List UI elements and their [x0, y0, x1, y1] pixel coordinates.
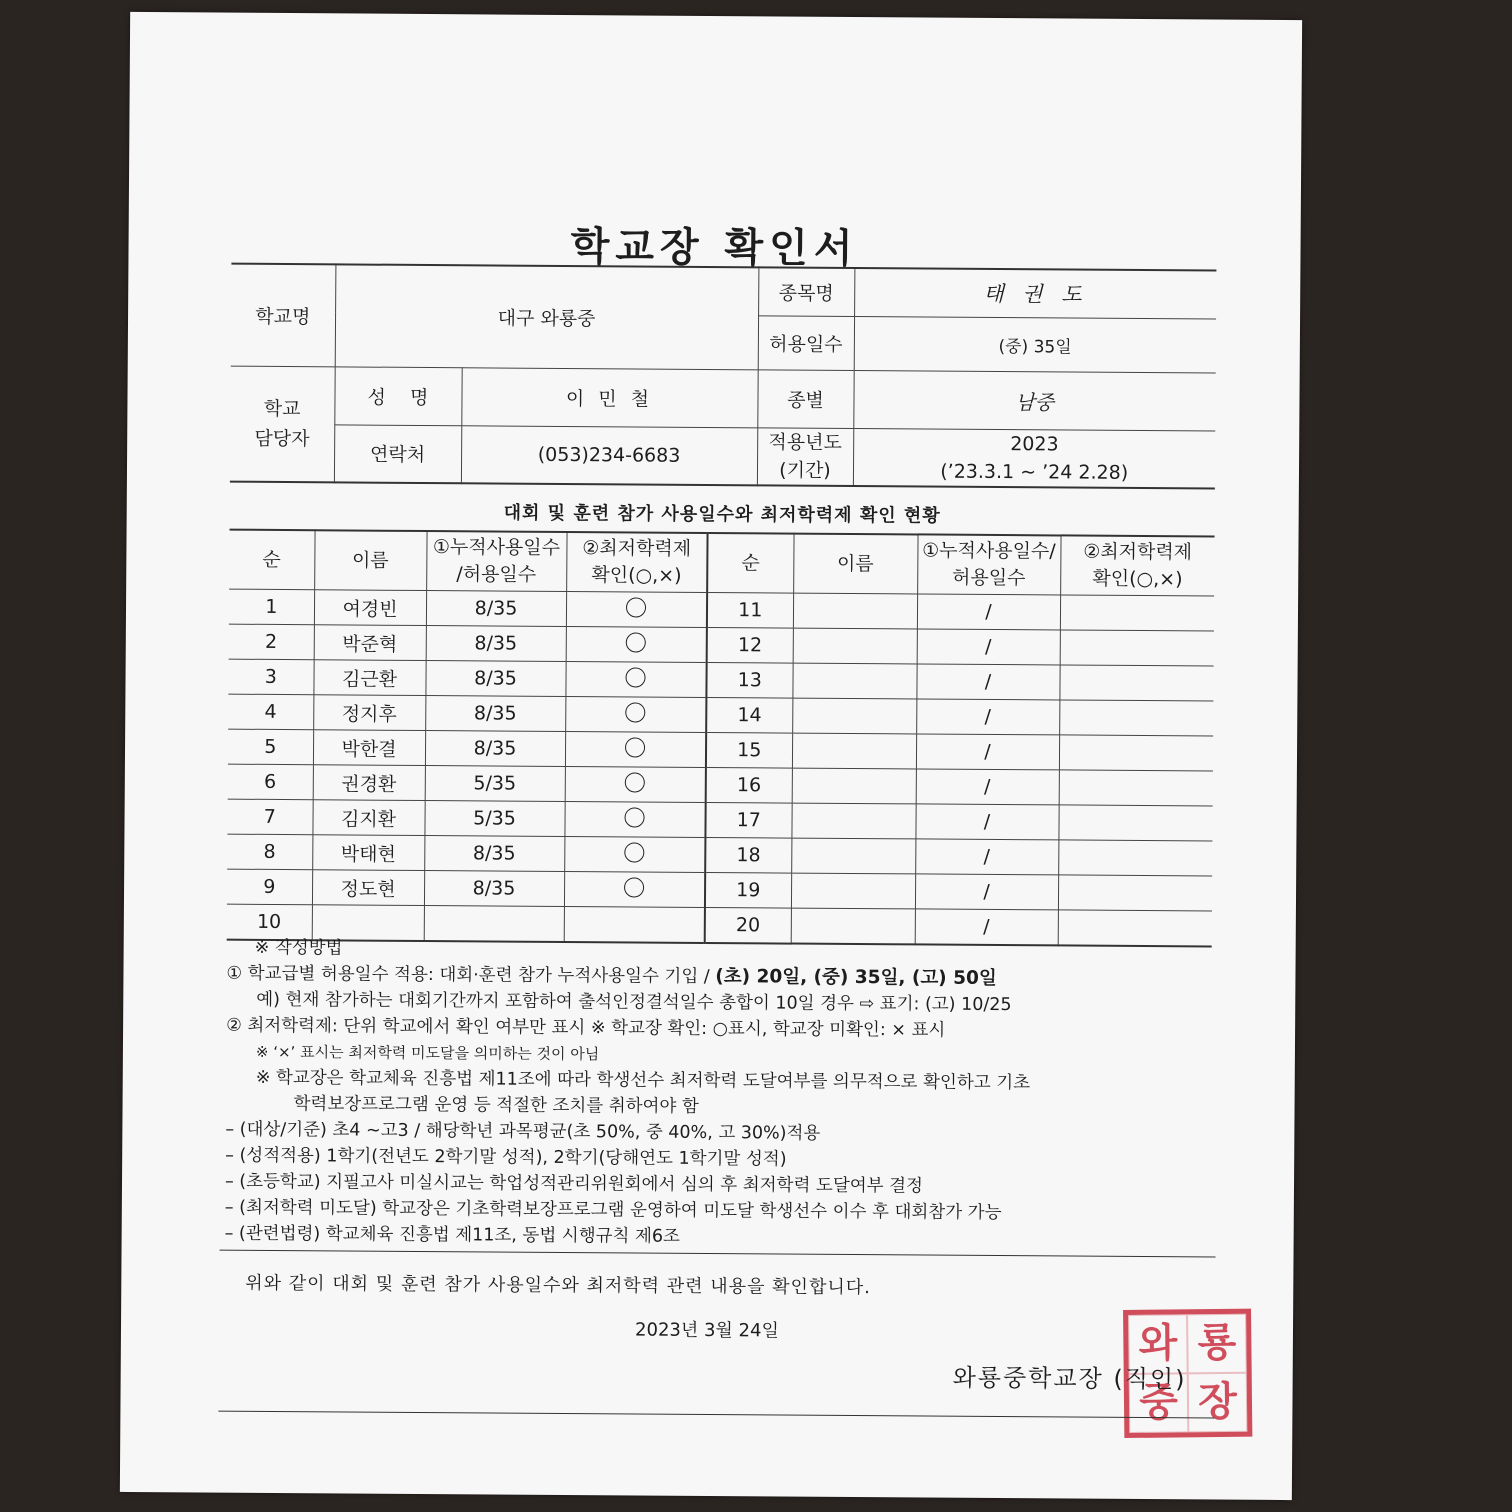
- student-name: [793, 628, 917, 664]
- circle-mark-icon: [625, 772, 645, 792]
- student-name: 박한결: [313, 730, 425, 766]
- period-value: (’23.3.1 ~ ’24 2.28): [940, 460, 1129, 484]
- used-days: /: [915, 839, 1058, 875]
- name-value: 이 민 철: [461, 367, 757, 427]
- student-name: [791, 803, 915, 839]
- student-name: 박준혁: [314, 625, 426, 661]
- used-days: /: [917, 629, 1060, 665]
- row-number: 8: [227, 834, 312, 870]
- student-name: [792, 698, 916, 734]
- header-name-right: 이름: [793, 534, 917, 594]
- note-2-sub2b: 학력보장프로그램 운영 등 적절한 조치를 취하여야 함: [293, 1094, 699, 1117]
- student-name: [791, 838, 915, 874]
- student-name: 박태현: [312, 835, 424, 871]
- academic-check: [1060, 630, 1214, 666]
- used-days: 5/35: [425, 766, 565, 802]
- used-days: 8/35: [425, 661, 565, 697]
- roster-table: [227, 529, 1215, 948]
- header-days-right: ①누적사용일수/ 허용일수: [917, 534, 1060, 594]
- note-2-sub2: ※ 학교장은 학교체육 진흥법 제11조에 따라 학생선수 최저학력 도달여부를 의무적으로 확인하고 기초: [255, 1067, 1031, 1094]
- student-name: 정지후: [313, 695, 425, 731]
- academic-check: [1059, 735, 1213, 771]
- academic-check: [1058, 840, 1212, 876]
- circle-mark-icon: [625, 807, 645, 827]
- year-label: 적용년도 (기간): [757, 427, 853, 486]
- student-name: 권경환: [313, 765, 425, 801]
- student-name: 정도현: [312, 870, 424, 906]
- detail-1: – (대상/기준) 초4 ~고3 / 해당학년 과목평균(초 50%, 중 40%, 고 30%)적용: [225, 1119, 821, 1144]
- header-check: ②최저학력제 확인(○,×): [566, 532, 707, 592]
- confirm-text: 위와 같이 대회 및 훈련 참가 사용일수와 최저학력 관련 내용을 확인합니다.: [245, 1272, 871, 1299]
- student-name: [792, 663, 916, 699]
- student-name: [792, 768, 916, 804]
- detail-5: – (관련법령) 학교체육 진흥법 제11조, 동법 시행규칙 제6조: [224, 1223, 681, 1247]
- header-days: ①누적사용일수 /허용일수: [426, 531, 566, 591]
- academic-check: [1058, 875, 1212, 911]
- used-days: /: [917, 594, 1060, 630]
- note-1-example: 예) 현재 참가하는 대회기간까지 포함하여 출석인정결석일수 총합이 10일 경우 ⇨ 표기: (고) 10/25: [256, 989, 1012, 1016]
- academic-check: [565, 766, 706, 802]
- academic-check: [1059, 770, 1213, 806]
- row-number: 14: [706, 697, 792, 733]
- allowed-days-label: 허용일수: [758, 315, 854, 370]
- used-days: /: [916, 664, 1059, 700]
- allowed-days-value: (중) 35일: [854, 316, 1216, 373]
- sport-label: 종목명: [758, 267, 854, 316]
- row-number: 12: [707, 627, 793, 663]
- academic-check: [565, 696, 706, 732]
- note-2-sub1: ※ ‘×’ 표시는 최저학력 미도달을 의미하는 것이 아님: [255, 1042, 600, 1064]
- row-number: 11: [707, 592, 793, 628]
- row-number: 6: [228, 764, 313, 800]
- issue-date: 2023년 3월 24일: [635, 1319, 779, 1342]
- used-days: /: [916, 699, 1059, 735]
- student-name: 여경빈: [314, 590, 426, 626]
- row-number: 13: [706, 662, 792, 698]
- circle-mark-icon: [625, 702, 645, 722]
- header-check-right: ②최저학력제 확인(○,×): [1060, 535, 1214, 596]
- category-label: 종별: [757, 369, 853, 428]
- academic-check: [1059, 665, 1213, 701]
- row-number: 18: [705, 837, 791, 873]
- student-name: 김근환: [313, 660, 425, 696]
- contact-label: 연락처: [334, 424, 461, 483]
- detail-2: – (성적적용) 1학기(전년도 2학기말 성적), 2학기(당해연도 1학기말 성적): [225, 1145, 787, 1170]
- circle-mark-icon: [626, 632, 646, 652]
- header-name: 이름: [314, 530, 426, 590]
- note-2: ② 최저학력제: 단위 학교에서 확인 여부만 표시 ※ 학교장 확인: ○표시, 학교장 미확인: × 표시: [226, 1015, 946, 1041]
- seal-char: 중: [1129, 1373, 1189, 1433]
- detail-4: – (최저학력 미도달) 학교장은 기초학력보장프로그램 운영하여 미도달 학생선수 이수 후 대회참가 가능: [224, 1197, 1002, 1224]
- category-value: 남중: [853, 370, 1215, 431]
- seal-char: 와: [1128, 1314, 1188, 1374]
- used-days: 5/35: [424, 801, 564, 837]
- school-value: 대구 와룡중: [335, 264, 759, 369]
- note-1-text: ① 학교급별 허용일수 적용: 대회·훈련 참가 누적사용일수 기입 /: [226, 963, 716, 988]
- detail-3: – (초등학교) 지필고사 미실시교는 학업성적관리위원회에서 심의 후 최저학력 도달여부 결정: [224, 1171, 924, 1197]
- academic-check: [566, 591, 707, 627]
- manager-label: 학교 담당자: [230, 366, 335, 483]
- academic-check: [1059, 700, 1213, 736]
- used-days: 8/35: [426, 626, 566, 662]
- academic-check: [564, 871, 705, 907]
- year-value: 2023: [1010, 432, 1059, 456]
- academic-check: [564, 801, 705, 837]
- used-days: /: [915, 804, 1058, 840]
- academic-check: [565, 661, 706, 697]
- row-number: 2: [229, 624, 314, 660]
- circle-mark-icon: [626, 597, 646, 617]
- circle-mark-icon: [626, 667, 646, 687]
- row-number: 9: [227, 869, 312, 905]
- info-table: [230, 263, 1217, 490]
- student-name: [792, 733, 916, 769]
- row-number: 4: [228, 694, 313, 730]
- used-days: 8/35: [425, 731, 565, 767]
- header-no-right: 순: [707, 533, 793, 593]
- row-number: 1: [229, 589, 314, 625]
- header-no: 순: [229, 530, 314, 590]
- used-days: 8/35: [424, 836, 564, 872]
- school-label: 학교명: [231, 264, 336, 367]
- section-title: 대회 및 훈련 참가 사용일수와 최저학력제 확인 현황: [503, 502, 941, 527]
- row-number: 7: [227, 799, 312, 835]
- academic-check: [565, 731, 706, 767]
- used-days: 8/35: [426, 591, 566, 627]
- notes-section: [225, 935, 1227, 1254]
- row-number: 16: [706, 767, 792, 803]
- contact-value: (053)234-6683: [461, 425, 757, 485]
- signer: 와룡중학교장 (직인): [952, 1363, 1187, 1394]
- student-name: [791, 873, 915, 909]
- document-page: [120, 12, 1302, 1500]
- row-number: 5: [228, 729, 313, 765]
- row-number: 20: [705, 907, 791, 943]
- circle-mark-icon: [625, 737, 645, 757]
- academic-check: [566, 626, 707, 662]
- name-label: 성 명: [334, 366, 461, 425]
- circle-mark-icon: [625, 842, 645, 862]
- student-name: [793, 593, 917, 629]
- academic-check: [564, 836, 705, 872]
- row-number: 19: [705, 872, 791, 908]
- circle-mark-icon: [624, 877, 644, 897]
- used-days: 8/35: [425, 696, 565, 732]
- document-title: 학교장 확인서: [570, 224, 859, 273]
- row-number: 3: [228, 659, 313, 695]
- seal-char: 룡: [1187, 1314, 1247, 1374]
- used-days: /: [916, 734, 1059, 770]
- used-days: 8/35: [424, 871, 564, 907]
- seal-char: 장: [1188, 1373, 1248, 1433]
- row-number: 17: [705, 802, 791, 838]
- sport-value: 태 권 도: [854, 268, 1216, 319]
- academic-check: [1058, 805, 1212, 841]
- note-1-bold: (초) 20일, (중) 35일, (고) 50일: [715, 966, 997, 989]
- year-cell: [853, 428, 1215, 489]
- student-name: 김지환: [312, 800, 424, 836]
- divider-bottom: [218, 1411, 1214, 1419]
- notes-heading: ※ 작성방법: [254, 937, 343, 959]
- used-days: /: [915, 909, 1058, 945]
- used-days: /: [916, 769, 1059, 805]
- used-days: /: [915, 874, 1058, 910]
- academic-check: [1060, 595, 1214, 631]
- row-number: 10: [227, 904, 312, 940]
- row-number: 15: [706, 732, 792, 768]
